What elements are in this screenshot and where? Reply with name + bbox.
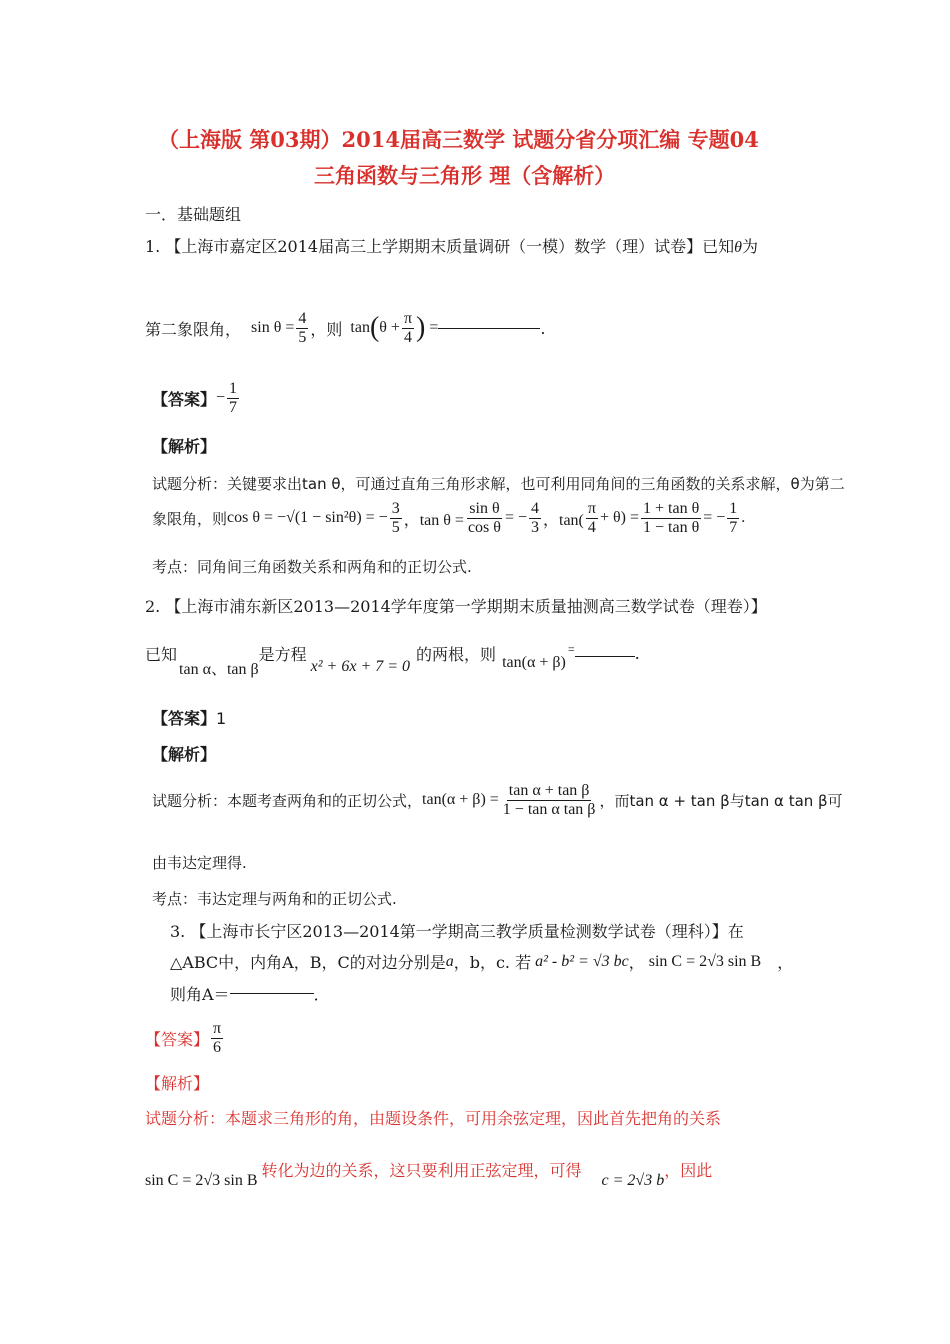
q2-analysis-label: 【解析】 (152, 745, 217, 764)
q1-theta: θ (734, 239, 742, 256)
q1-tan-val: = − (504, 509, 527, 527)
document-title-line1: （上海版 第03期）2014届高三数学 试题分省分项汇编 专题04 (158, 127, 759, 152)
q1-ts-tail: + θ) = (599, 509, 640, 527)
q1-ts-num: π (587, 500, 596, 517)
q2-stem-b: 是方程 (258, 645, 307, 664)
q2-target: tan(α + β) (502, 654, 566, 671)
q1-tan-expr: ，tan θ = (403, 511, 464, 529)
q1-sin-lhs: sin θ = (251, 319, 295, 337)
q2-analysis-a: 试题分析：本题考查两角和的正切公式， (152, 791, 423, 810)
q3-stem-b: ，b，c. 若 (453, 953, 532, 972)
q1-cos-num: 3 (391, 500, 400, 517)
q1-ts-den: 4 (587, 518, 596, 536)
q1-tan-val-fraction (529, 500, 541, 536)
q1-answer-blank (438, 328, 540, 329)
q2-answer (152, 706, 226, 729)
q1-ts-fnum: 1 + tan θ (643, 500, 700, 517)
q2-formula-fraction (501, 782, 598, 818)
q1-sin-fraction (296, 310, 308, 346)
q1-tan-lhs: tan (350, 319, 370, 337)
q2-kaodian: 考点：韦达定理与两角和的正切公式. (152, 890, 397, 908)
q2-number: 2. (145, 597, 161, 616)
q2-equation: x² + 6x + 7 = 0 (310, 658, 411, 675)
q1-pi-num: π (403, 310, 413, 327)
q2-analysis-line2: 由韦达定理得. (152, 854, 247, 872)
q1-answer-den: 7 (229, 398, 238, 416)
q1-source-text: 【上海市嘉定区2014届高三上学期期末质量调研（一模）数学（理）试卷】已知 (165, 237, 735, 256)
q1-cos-den: 5 (391, 518, 400, 536)
q1-tan-inner: θ + (379, 319, 400, 337)
q3-c-expr: c = 2√3 b (601, 1172, 665, 1189)
q3-analysis-line2-text: 转化为边的关系，这只要利用正弦定理，可得 (261, 1161, 582, 1180)
q1-tan-val-num: 4 (531, 500, 539, 517)
q1-sin-den: 5 (298, 328, 307, 346)
q3-analysis-label: 【解析】 (145, 1074, 210, 1093)
q2-answer-blank (575, 656, 635, 657)
q2-tan-pair: tan α、tan β (179, 661, 259, 678)
q3-analysis-line2-end: ，因此 (664, 1161, 713, 1180)
q2-analysis-line1 (152, 782, 843, 818)
q3-period: ． (313, 985, 330, 1004)
q1-pi-den: 4 (403, 328, 412, 346)
q1-paren-close: ) (416, 312, 426, 344)
q1-stem-b: ，则 (310, 319, 343, 339)
q1-tan-num: sin θ (469, 500, 500, 517)
q1-answer-minus: − (216, 389, 226, 407)
q3-answer (145, 1020, 225, 1056)
q1-ts-fden: 1 − tan θ (643, 518, 700, 536)
q3-number: 3. (170, 922, 186, 941)
q2-source-text: 【上海市浦东新区2013—2014学年度第一学期期末质量抽测高三数学试卷（理卷）】 (165, 597, 767, 616)
q2-analysis-b: ，而tan α + tan β与tan α tan β可 (599, 791, 843, 810)
q1-ts-result-fraction (727, 500, 739, 536)
q3-source-text: 【上海市长宁区2013—2014第一学期高三教学质量检测数学试卷（理科）】在 (190, 922, 744, 941)
q3-cond2-repeat: sin C = 2√3 sin B (145, 1172, 258, 1189)
q3-analysis-line2 (145, 1158, 712, 1190)
q1-answer-num: 1 (229, 380, 238, 397)
q1-tan-val-den: 3 (531, 518, 539, 536)
q1-ts-end: . (741, 509, 746, 527)
q1-ts-fraction (586, 500, 598, 536)
q1-pi-fraction (402, 310, 414, 346)
q3-answer-blank (230, 993, 314, 994)
q3-answer-num: π (213, 1020, 222, 1037)
q1-answer (152, 380, 241, 416)
q1-stem (145, 310, 545, 346)
q2-stem-a: 已知 (145, 645, 178, 664)
q1-equals: = (429, 319, 439, 337)
q1-sin-num: 4 (298, 310, 307, 327)
q3-cond1: a² - b² = √3 bc (535, 952, 629, 970)
q3-end: ， (777, 953, 794, 972)
q2-period: . (634, 644, 640, 663)
q1-kaodian: 考点：同角间三角函数关系和两角和的正切公式. (152, 558, 472, 576)
q1-stem-a: 第二象限角， (145, 319, 242, 339)
q2-formula-num: tan α + tan β (508, 782, 590, 799)
q2-answer-value: 1 (216, 709, 227, 728)
q1-source (145, 234, 758, 257)
q1-cos-fraction (390, 500, 402, 536)
q1-period: . (540, 318, 546, 338)
q2-stem-c: 的两根，则 (416, 645, 497, 664)
q1-ts-eq: = − (703, 509, 726, 527)
q3-stem-line3 (170, 982, 330, 1005)
q1-cos-expr: cos θ = −√(1 − sin²θ) = − (227, 509, 388, 527)
q2-source (145, 594, 767, 617)
q1-answer-label: 【答案】 (152, 389, 217, 409)
q3-var-a: a (445, 952, 454, 970)
q3-answer-den: 6 (213, 1038, 222, 1056)
q2-answer-label: 【答案】 (152, 709, 217, 728)
q2-stem (145, 642, 640, 679)
q1-paren-open: ( (369, 312, 380, 344)
document-title-line2: 三角函数与三角形 理（含解析） (314, 163, 616, 188)
q1-tan-sum: ，tan( (543, 511, 584, 529)
q3-answer-label: 【答案】 (145, 1029, 210, 1049)
q1-tan-fraction (466, 500, 503, 536)
q1-analysis-line2-a: 象限角，则 (152, 509, 228, 528)
q3-answer-fraction (211, 1020, 223, 1056)
q3-sep: ， (628, 953, 645, 972)
q3-stem-a: △ABC中，内角A，B，C的对边分别是 (170, 953, 446, 972)
q1-ts-rnum: 1 (729, 500, 738, 517)
q1-analysis-line2 (152, 500, 745, 536)
q1-ts-rden: 7 (729, 518, 738, 536)
q2-formula-den: 1 − tan α tan β (502, 800, 596, 818)
q3-source (170, 919, 744, 942)
q1-answer-fraction (227, 380, 239, 416)
q3-stem-line3-text: 则角A＝ (170, 985, 230, 1004)
q3-cond2: sin C = 2√3 sin B (648, 952, 762, 970)
q1-ts-big-fraction (641, 500, 701, 536)
q2-formula-lhs: tan(α + β) = (422, 791, 499, 809)
section-heading: 一．基础题组 (145, 205, 242, 224)
q1-number: 1. (145, 237, 161, 256)
q3-stem-line2 (170, 950, 793, 973)
q2-equals: = (567, 642, 575, 656)
q1-tan-den: cos θ (467, 518, 501, 536)
q1-analysis-label: 【解析】 (152, 437, 217, 456)
q3-analysis-line1: 试题分析：本题求三角形的角，由题设条件，可用余弦定理，因此首先把角的关系 (145, 1109, 722, 1128)
q1-analysis-line1: 试题分析：关键要求出tan θ，可通过直角三角形求解，也可利用同角间的三角函数的关系求解，θ为第二 (152, 475, 845, 493)
q1-source-tail: 为 (741, 237, 758, 256)
